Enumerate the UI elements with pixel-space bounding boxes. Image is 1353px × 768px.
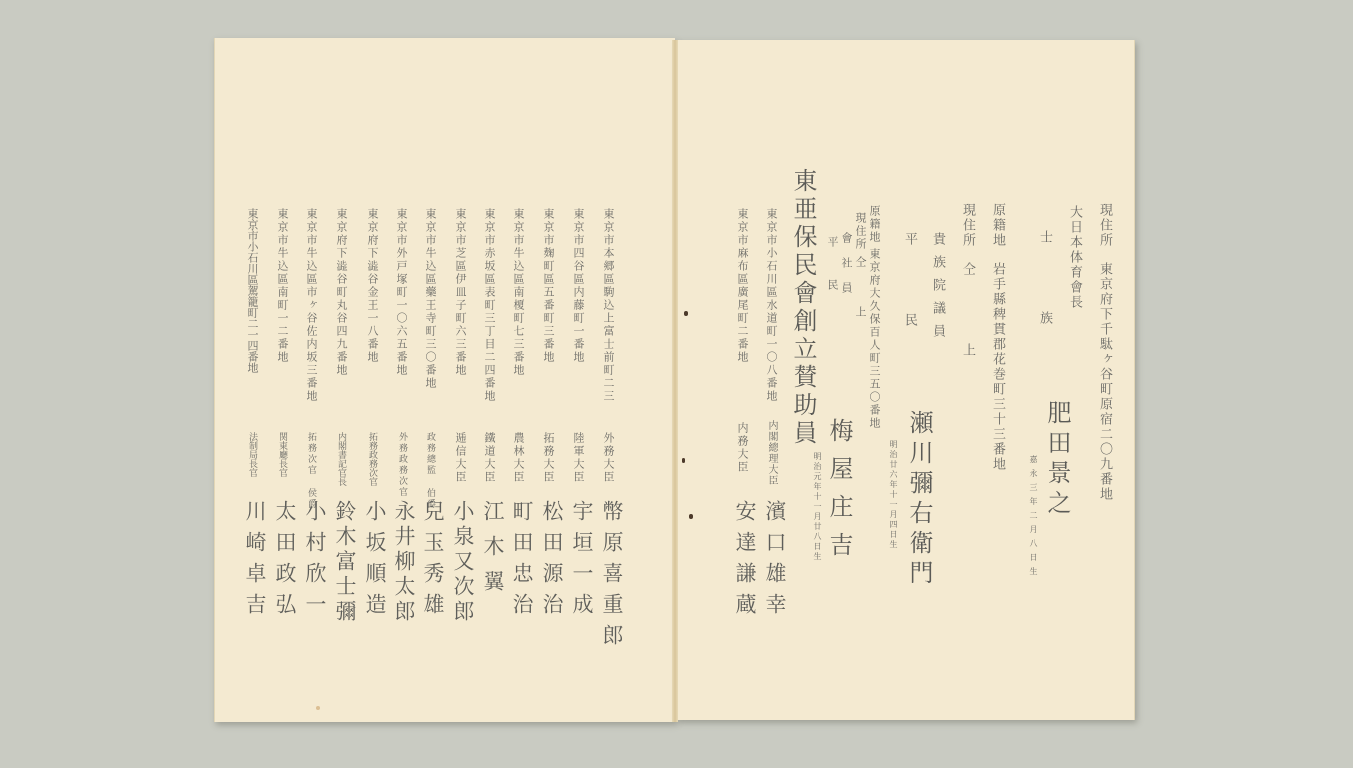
entry3-address: 仝 上	[854, 256, 867, 331]
entry2-title: 貴族院議員	[930, 232, 945, 347]
entry2-origin-label: 原籍地	[990, 203, 1005, 248]
supporter-title: 鐵道大臣	[483, 432, 496, 484]
entry2-name: 瀬川彌右衛門	[905, 410, 933, 590]
supporter-name: 小村欣一	[303, 500, 327, 624]
supporter-address: 東京市本郷區駒込上富士前町二三	[602, 208, 615, 403]
entry1-address: 東京府下千駄ヶ谷町原宿二〇九番地	[1097, 262, 1112, 502]
supporter-title: 内閣書記官長	[336, 432, 346, 486]
supporter-name: 川崎卓吉	[243, 500, 267, 624]
supporter-title: 陸軍大臣	[572, 432, 585, 484]
entry1-address-label: 現住所	[1097, 203, 1112, 248]
supporter-address: 東京市牛込區南榎町七三番地	[512, 208, 525, 377]
entry2-class: 平 民	[902, 232, 917, 340]
supporter-title: 内務大臣	[736, 422, 749, 474]
entry3-name: 梅屋庄吉	[825, 418, 853, 570]
entry3-class: 平民	[826, 236, 839, 322]
supporter-address: 東京市牛込區市ヶ谷佐内坂三番地	[305, 208, 318, 403]
supporter-title: 内閣總理大臣	[766, 420, 777, 486]
entry1-class: 士 族	[1037, 230, 1052, 338]
supporter-name: 宇垣一成	[570, 500, 594, 624]
supporter-name: 小坂順造	[363, 500, 387, 624]
book-gutter	[672, 40, 678, 722]
entry3-title: 會社員	[840, 232, 853, 307]
entry1-birth: 嘉永三年二月八日生	[1029, 455, 1038, 581]
supporter-address: 東京市小石川區水道町一〇八番地	[765, 208, 778, 403]
supporter-name: 小泉又次郎	[451, 500, 475, 625]
entry1-name: 肥田景之	[1043, 400, 1071, 520]
supporter-name: 兒玉秀雄	[421, 500, 445, 624]
supporter-title: 関東廳長官	[277, 432, 287, 477]
supporter-address: 東京市牛込區藥王寺町三〇番地	[424, 208, 437, 390]
supporter-name: 鈴木富士彌	[333, 500, 357, 625]
supporter-address: 東京府下澁谷町丸谷四九番地	[335, 208, 348, 377]
entry3-birth: 明治元年十一月廿八日生	[813, 452, 822, 562]
supporter-title: 逓信大臣	[454, 432, 467, 484]
supporter-title: 農林大臣	[512, 432, 525, 484]
binding-hole	[682, 458, 685, 463]
entry2-address-label: 現住所	[960, 203, 975, 248]
supporter-address: 東京市牛込區南町一二番地	[276, 208, 289, 364]
supporter-title: 外務大臣	[602, 432, 615, 484]
supporter-name: 永井柳太郎	[392, 500, 416, 625]
supporter-name: 安達謙蔵	[733, 500, 757, 624]
supporter-title: 拓務大臣	[542, 432, 555, 484]
entry3-origin: 東京府大久保百人町三五〇番地	[868, 248, 881, 430]
supporter-address: 東京市赤坂區表町三丁目二四番地	[483, 208, 496, 403]
binding-hole	[689, 514, 693, 519]
supporter-name: 濱口雄幸	[763, 500, 787, 624]
supporter-title: 拓務政務次官	[367, 432, 377, 486]
supporter-address: 東京市麻布區廣尾町二番地	[736, 208, 749, 364]
supporter-title: 外務政務次官	[397, 432, 407, 498]
supporter-address: 東京府下澁谷金王一八番地	[366, 208, 379, 364]
section-heading: 東亜保民會創立賛助員	[789, 168, 817, 448]
entry2-birth: 明治廿六年十一月四日生	[889, 440, 898, 550]
entry3-origin-label: 原籍地	[868, 205, 881, 244]
supporter-name: 松田源治	[540, 500, 564, 624]
binding-hole	[684, 311, 688, 316]
supporter-title: 拓務次官 侯爵	[306, 432, 316, 510]
supporter-address: 東京市四谷區内藤町一番地	[572, 208, 585, 364]
entry3-address-label: 現住所	[854, 212, 867, 251]
supporter-address: 東京市外戸塚町一〇六五番地	[395, 208, 408, 377]
paper-spot	[316, 706, 320, 710]
supporter-name: 幣原喜重郎	[600, 500, 624, 655]
entry2-origin: 岩手縣稗貫郡花巻町三十三番地	[990, 262, 1005, 472]
supporter-title: 政務總監 伯爵	[425, 432, 435, 510]
supporter-name: 町田忠治	[510, 500, 534, 624]
supporter-title: 法制局長官	[247, 432, 257, 477]
supporter-name: 江木翼	[481, 500, 505, 605]
supporter-address: 東京市芝區伊皿子町六三番地	[454, 208, 467, 377]
entry1-title: 大日本体育會長	[1067, 205, 1082, 310]
supporter-address: 東京市麹町區五番町三番地	[542, 208, 555, 364]
supporter-name: 太田政弘	[273, 500, 297, 624]
supporter-address: 東京市小石川區駕籠町二一四番地	[246, 208, 259, 373]
entry2-address: 仝 上	[960, 262, 975, 370]
